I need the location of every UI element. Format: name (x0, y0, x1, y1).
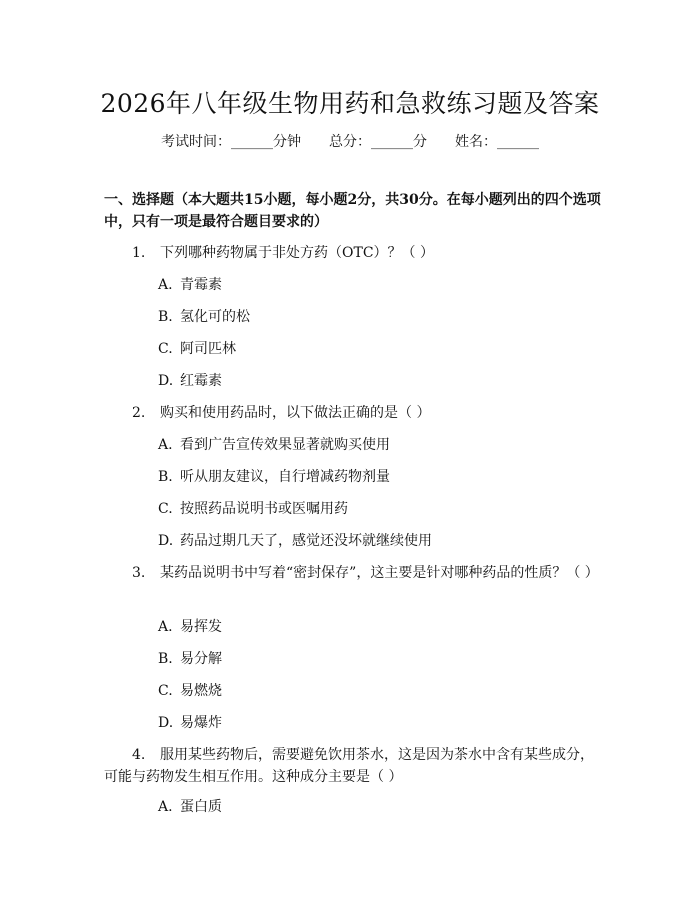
option-text: 阿司匹林 (180, 341, 236, 357)
question-text: 服用某些药物后，需要避免饮用茶水，这是因为茶水中含有某些成分，可能与药物发生相互作用。这种成分主要是（ ） (104, 747, 594, 785)
option-letter: B. (158, 651, 173, 667)
question-number: 4. (132, 747, 146, 763)
option-text: 药品过期几天了，感觉还没坏就继续使用 (180, 533, 432, 549)
question-3-option-b (158, 648, 222, 670)
question-3-option-c (158, 680, 222, 702)
question-number: 1. (132, 245, 146, 261)
option-letter: D. (158, 533, 174, 549)
option-text: 看到广告宣传效果显著就购买使用 (180, 437, 390, 453)
question-4 (104, 744, 600, 788)
option-text: 听从朋友建议，自行增减药物剂量 (180, 469, 390, 485)
question-number: 3. (132, 565, 146, 581)
option-text: 易分解 (180, 651, 222, 667)
name-field: 姓名：______ (455, 134, 539, 150)
option-text: 青霉素 (180, 277, 222, 293)
question-3-option-d (158, 712, 222, 734)
question-4-option-a (158, 796, 222, 818)
question-3-option-a (158, 616, 222, 638)
option-letter: C. (158, 341, 173, 357)
page-title: 2026年八年级生物用药和急救练习题及答案 (100, 89, 600, 118)
option-text: 蛋白质 (180, 799, 222, 815)
option-letter: A. (158, 437, 173, 453)
option-letter: B. (158, 309, 173, 325)
section-heading: 一、选择题（本大题共15小题，每小题2分，共30分。在每小题列出的四个选项中，只有一项是最符合题目要求的） (104, 192, 601, 230)
option-text: 氢化可的松 (180, 309, 250, 325)
time-field: 考试时间：______分钟 (161, 134, 301, 150)
option-letter: C. (158, 683, 173, 699)
question-1-option-d (158, 370, 222, 392)
option-text: 易爆炸 (180, 715, 222, 731)
exam-info-line (0, 131, 700, 151)
question-1-option-c (158, 338, 236, 360)
question-text: 下列哪种药物属于非处方药（OTC）？（ ） (160, 245, 434, 261)
option-letter: D. (158, 373, 174, 389)
option-letter: D. (158, 715, 174, 731)
question-2-option-b (158, 466, 390, 488)
question-1 (132, 242, 434, 264)
question-text: 某药品说明书中写着“密封保存”，这主要是针对哪种药品的性质？（ ） (160, 565, 599, 581)
question-text: 购买和使用药品时，以下做法正确的是（ ） (160, 405, 431, 421)
question-2-option-d (158, 530, 432, 552)
question-number: 2. (132, 405, 146, 421)
option-letter: A. (158, 277, 173, 293)
question-2-option-c (158, 498, 348, 520)
option-text: 按照药品说明书或医嘱用药 (180, 501, 348, 517)
question-2 (132, 402, 430, 424)
option-letter: B. (158, 469, 173, 485)
option-letter: A. (158, 619, 173, 635)
question-1-option-a (158, 274, 222, 296)
option-text: 红霉素 (180, 373, 222, 389)
option-letter: A. (158, 799, 173, 815)
score-field: 总分：______分 (329, 134, 427, 150)
option-letter: C. (158, 501, 173, 517)
question-2-option-a (158, 434, 390, 456)
option-text: 易燃烧 (180, 683, 222, 699)
option-text: 易挥发 (180, 619, 222, 635)
question-1-option-b (158, 306, 250, 328)
question-3 (104, 562, 600, 584)
